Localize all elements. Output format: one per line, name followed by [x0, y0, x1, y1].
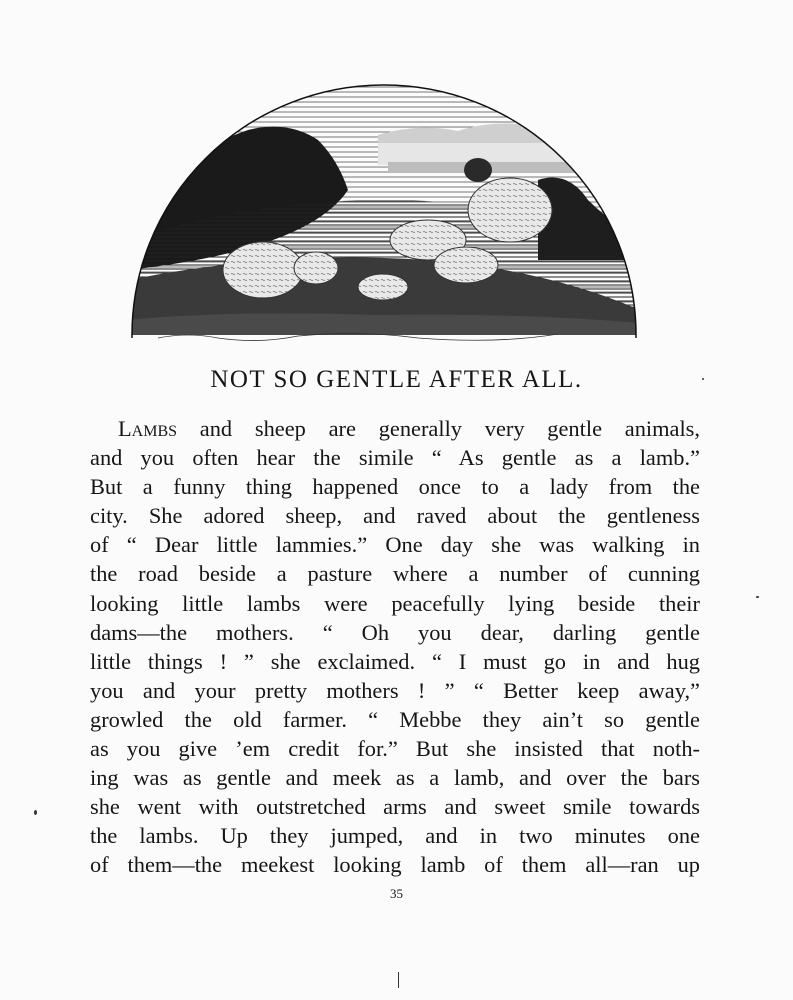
ink-speck [398, 972, 399, 988]
body-line: ing was as gentle and meek as a lamb, and over the bars [90, 765, 700, 791]
article-title: NOT SO GENTLE AFTER ALL. [210, 366, 583, 393]
body-line: you and your pretty mothers ! ” “ Better keep away,” [90, 677, 700, 703]
body-line: she went with outstretched arms and sweet smile towards [90, 794, 700, 820]
article-body [90, 414, 700, 880]
ink-speck [34, 810, 37, 815]
ink-speck [756, 596, 759, 598]
body-line: of “ Dear little lammies.” One day she was walking in [90, 532, 700, 558]
body-line: as you give ’em credit for.” But she insisted that noth- [90, 736, 700, 762]
body-line: looking little lambs were peacefully lying beside their [90, 590, 700, 616]
body-line: the road beside a pasture where a number of cunning [90, 561, 700, 587]
body-line: little things ! ” she exclaimed. “ I must go in and hug [90, 648, 700, 674]
body-line: growled the old farmer. “ Mebbe they ain’t so gentle [90, 706, 700, 732]
body-line: dams—the mothers. “ Oh you dear, darling gentle [90, 619, 700, 645]
page-number: 35 [390, 886, 403, 901]
sheep-engraving [128, 80, 640, 350]
body-line: city. She adored sheep, and raved about the gentleness [90, 503, 700, 529]
ink-speck [702, 378, 704, 380]
body-line: the lambs. Up they jumped, and in two minutes one [90, 823, 700, 849]
drop-word: Lambs [118, 416, 178, 441]
body-line: Lambs and sheep are generally very gentle animals, [118, 416, 700, 441]
body-line: But a funny thing happened once to a lady from the [90, 474, 700, 500]
body-line: and you often hear the simile “ As gentle as a lamb.” [90, 445, 700, 471]
body-line: of them—the meekest looking lamb of them all—ran up [90, 852, 700, 878]
